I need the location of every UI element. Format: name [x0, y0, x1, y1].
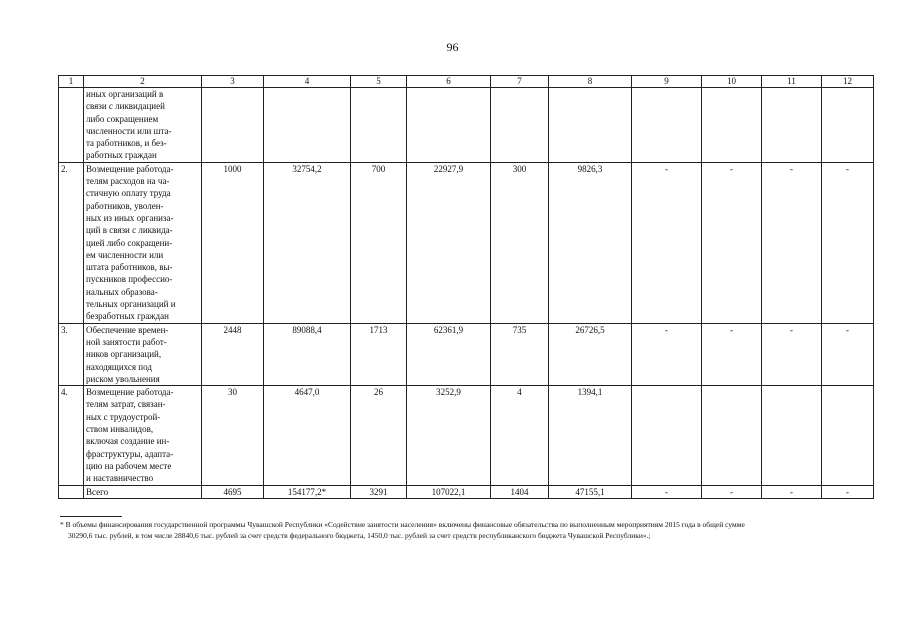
- value-cell: 9826,3: [549, 162, 632, 323]
- description-line: тельных организаций и: [86, 299, 176, 310]
- page-number: 96: [446, 40, 459, 54]
- table-row: [59, 88, 874, 163]
- header-cell: 7: [491, 76, 549, 88]
- value-cell: 32754,2: [264, 162, 351, 323]
- row-number: [59, 88, 84, 163]
- value-cell: 4: [491, 386, 549, 485]
- value-cell: 300: [491, 162, 549, 323]
- value-cell: [491, 88, 549, 163]
- description-line: ем численности или: [86, 249, 164, 260]
- description-line: стичную оплату труда: [86, 188, 171, 199]
- total-value-cell: 107022,1: [407, 485, 491, 498]
- footnote-line-2: 30290,6 тыс. рублей, в том числе 28840,6 тыс. рублей за счет средств федерального бюджета, 1450,0 тыс. рублей за счет средств республиканского бюджета Чувашской Республики».;: [68, 531, 651, 540]
- description-line: находящихся под: [86, 361, 152, 372]
- header-cell: 6: [407, 76, 491, 88]
- description-line: та работников, и без-: [86, 138, 167, 149]
- value-cell: -: [822, 323, 874, 385]
- header-cell: 10: [702, 76, 762, 88]
- value-cell: -: [632, 162, 702, 323]
- description-line: ций в связи с ликвида-: [86, 225, 173, 236]
- description-line: численности или шта-: [86, 125, 172, 136]
- value-cell: -: [702, 162, 762, 323]
- value-cell: [351, 88, 407, 163]
- value-cell: [702, 88, 762, 163]
- description-line: пускников профессио-: [86, 274, 173, 285]
- header-cell: 5: [351, 76, 407, 88]
- description-line: штата работников, вы-: [86, 262, 173, 273]
- description-line: телям затрат, связан-: [86, 399, 166, 410]
- description-line: иных организаций в: [86, 89, 164, 99]
- description-line: Возмещение работода-: [86, 387, 174, 398]
- value-cell: [762, 386, 822, 485]
- description-line: ством инвалидов,: [86, 424, 154, 435]
- description-line: ной занятости работ-: [86, 336, 167, 347]
- value-cell: [549, 88, 632, 163]
- value-cell: 89088,4: [264, 323, 351, 385]
- description-line: безработных граждан: [86, 311, 169, 322]
- value-cell: -: [762, 323, 822, 385]
- description-line: нальных образова-: [86, 286, 158, 297]
- description-line: ников организаций,: [86, 349, 162, 360]
- value-cell: 735: [491, 323, 549, 385]
- header-cell: 1: [59, 76, 84, 88]
- total-label: Всего: [84, 485, 202, 498]
- value-cell: 1394,1: [549, 386, 632, 485]
- value-cell: [407, 88, 491, 163]
- total-value-cell: 1404: [491, 485, 549, 498]
- header-cell: 9: [632, 76, 702, 88]
- value-cell: [762, 88, 822, 163]
- row-description: [84, 162, 202, 323]
- value-cell: [822, 386, 874, 485]
- description-line: и наставничество: [86, 473, 154, 484]
- description-line: ных из иных организа-: [86, 212, 174, 223]
- value-cell: 4647,0: [264, 386, 351, 485]
- value-cell: [202, 88, 264, 163]
- header-row: [59, 76, 874, 88]
- header-cell: 11: [762, 76, 822, 88]
- header-cell: 3: [202, 76, 264, 88]
- value-cell: 30: [202, 386, 264, 485]
- row-description: [84, 323, 202, 385]
- value-cell: 1713: [351, 323, 407, 385]
- value-cell: 700: [351, 162, 407, 323]
- description-line: работных граждан: [86, 150, 157, 161]
- value-cell: 1000: [202, 162, 264, 323]
- header-cell: 8: [549, 76, 632, 88]
- row-number: 4.: [59, 386, 84, 485]
- header-cell: 4: [264, 76, 351, 88]
- total-value-cell: -: [632, 485, 702, 498]
- description-line: цию на рабочем месте: [86, 460, 172, 471]
- value-cell: [264, 88, 351, 163]
- value-cell: [632, 88, 702, 163]
- total-value-cell: -: [822, 485, 874, 498]
- footnote: [60, 519, 875, 541]
- description-line: цией либо сокращени-: [86, 237, 173, 248]
- header-cell: 2: [84, 76, 202, 88]
- total-value-cell: 4695: [202, 485, 264, 498]
- description-line: фраструктуры, адапта-: [86, 448, 174, 459]
- description-line: ных с трудоустрой-: [86, 411, 161, 422]
- description-line: риском увольнения: [86, 373, 160, 384]
- value-cell: 62361,9: [407, 323, 491, 385]
- value-cell: 22927,9: [407, 162, 491, 323]
- value-cell: 26726,5: [549, 323, 632, 385]
- description-line: Обеспечение времен-: [86, 324, 169, 335]
- total-number-cell: [59, 485, 84, 498]
- program-funding-table: [58, 75, 874, 499]
- description-line: либо сокращением: [86, 113, 159, 124]
- total-value-cell: 47155,1: [549, 485, 632, 498]
- value-cell: -: [632, 323, 702, 385]
- value-cell: -: [822, 162, 874, 323]
- value-cell: [822, 88, 874, 163]
- total-value-cell: -: [702, 485, 762, 498]
- description-line: телям расходов на ча-: [86, 176, 170, 187]
- table-row: [59, 323, 874, 385]
- description-line: включая создание ин-: [86, 436, 170, 447]
- total-value-cell: -: [762, 485, 822, 498]
- row-description: [84, 88, 202, 163]
- value-cell: [632, 386, 702, 485]
- total-value-cell: 154177,2*: [264, 485, 351, 498]
- description-line: работников, уволен-: [86, 200, 164, 211]
- footnote-divider: [60, 516, 122, 517]
- value-cell: 26: [351, 386, 407, 485]
- table-row: [59, 162, 874, 323]
- value-cell: 2448: [202, 323, 264, 385]
- value-cell: -: [702, 323, 762, 385]
- total-value-cell: 3291: [351, 485, 407, 498]
- description-line: связи с ликвидацией: [86, 101, 165, 112]
- row-description: [84, 386, 202, 485]
- header-cell: 12: [822, 76, 874, 88]
- footnote-line-1: * В объемы финансирования государственной программы Чувашской Республики «Содействие занятости населения» включены финансовые обязательства по выполненным мероприятиям 2015 года в общей сумме: [60, 520, 745, 529]
- value-cell: 3252,9: [407, 386, 491, 485]
- value-cell: [702, 386, 762, 485]
- description-line: Возмещение работода-: [86, 163, 174, 174]
- table-row: [59, 386, 874, 485]
- total-row: [59, 485, 874, 498]
- row-number: 3.: [59, 323, 84, 385]
- row-number: 2.: [59, 162, 84, 323]
- value-cell: -: [762, 162, 822, 323]
